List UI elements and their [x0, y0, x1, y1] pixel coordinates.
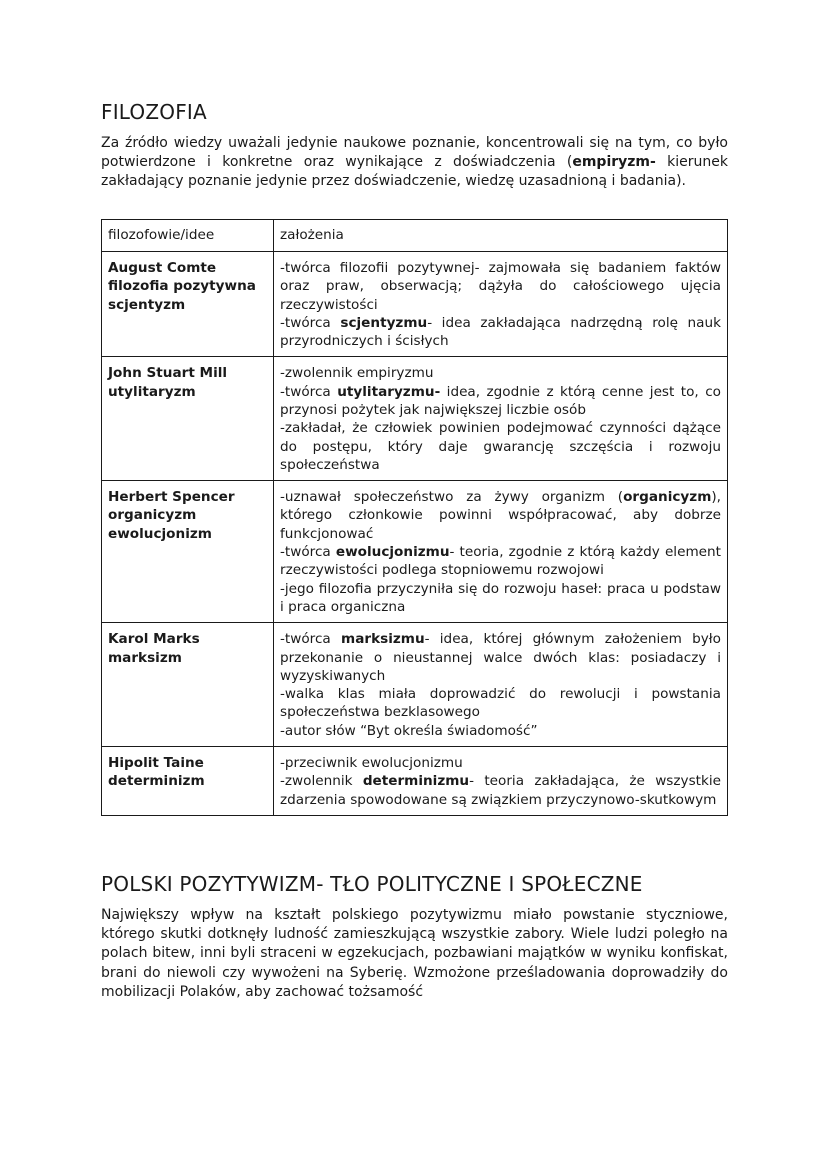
- section-title-polish-positivism: POLSKI POZYTYWIZM- TŁO POLITYCZNE I SPOŁECZNE: [101, 871, 643, 896]
- philosopher-cell: [102, 481, 274, 623]
- table-row: [102, 251, 728, 356]
- philosophy-idea: ewolucjonizm: [108, 525, 212, 542]
- intro-paragraph: [101, 134, 728, 192]
- assumption-line: -uznawał społeczeństwo za żywy organizm (organicyzm), którego członkowie powinni współpracować, aby dobrze funkcjonować: [280, 489, 721, 542]
- header-assumptions: założenia: [274, 219, 728, 251]
- assumption-line: -jego filozofia przyczyniła się do rozwoju haseł: praca u podstaw i praca organiczna: [280, 580, 721, 615]
- assumption-line: -przeciwnik ewolucjonizmu: [280, 755, 463, 772]
- assumption-line: -walka klas miała doprowadzić do rewolucji i powstania społeczeństwa bezklasowego: [280, 686, 721, 721]
- philosopher-name: August Comte: [108, 259, 217, 276]
- assumption-line: -twórca utylitaryzmu- idea, zgodnie z którą cenne jest to, co przynosi pożytek jak największej liczbie osób: [280, 383, 721, 418]
- assumptions-cell: [274, 251, 728, 356]
- philosopher-name: Herbert Spencer: [108, 489, 235, 506]
- philosophy-idea: utylitaryzm: [108, 383, 196, 400]
- positivism-paragraph: Największy wpływ na kształt polskiego pozytywizmu miało powstanie styczniowe, którego skutki dotknęły ludność zamieszkującą wszystkie zabory. Wiele ludzi poległo na polach bitew, inni byli straceni w egzekucjach, pozbawiani majątków w wyniku konfiskat, brani do niewoli czy wywożeni na Syberię. Wzmożone prześladowania doprowadziły do mobilizacji Polaków, aby zachować tożsamość: [101, 906, 728, 1000]
- table-row: [102, 623, 728, 747]
- philosopher-name: Hipolit Taine: [108, 755, 204, 772]
- philosopher-cell: [102, 357, 274, 481]
- philosophy-idea: scjentyzm: [108, 296, 186, 313]
- philosopher-name: John Stuart Mill: [108, 365, 228, 382]
- philosopher-name: Karol Marks: [108, 631, 200, 648]
- assumptions-cell: [274, 623, 728, 747]
- philosopher-cell: [102, 623, 274, 747]
- assumption-line: -twórca filozofii pozytywnej- zajmowała się badaniem faktów oraz praw, obserwacją; dążyła do całościowego ujęcia rzeczywistości: [280, 259, 721, 313]
- assumption-line: -zwolennik empiryzmu: [280, 365, 434, 382]
- assumptions-cell: [274, 357, 728, 481]
- intro-text-start: Za źródło wiedzy uważali jedynie naukowe poznanie, koncentrowali się na tym, co było potwierdzone i konkretne oraz wynikające z doświadczenia (: [101, 135, 728, 171]
- intro-term-empiryzm: empiryzm-: [572, 154, 656, 171]
- assumption-line: -zakładał, że człowiek powinien podejmować czynności dążące do postępu, który daje gwarancję szczęścia i rozwoju społeczeństwa: [280, 420, 721, 473]
- assumption-line: -autor słów “Byt określa świadomość”: [280, 722, 538, 739]
- section-title-filozofia: FILOZOFIA: [101, 100, 207, 124]
- assumptions-cell: [274, 747, 728, 816]
- table-row: [102, 357, 728, 481]
- philosophy-idea: organicyzm: [108, 507, 197, 524]
- header-philosophers: filozofowie/idee: [102, 219, 274, 251]
- assumption-line: -zwolennik determinizmu- teoria zakładająca, że wszystkie zdarzenia spowodowane są związkiem przyczynowo-skutkowym: [280, 773, 721, 808]
- intro-text-end: kierunek zakładający poznanie jedynie przez doświadczenie, wiedzę uzasadnioną i badania).: [101, 154, 728, 190]
- philosophy-idea: determinizm: [108, 773, 205, 790]
- assumption-line: -twórca scjentyzmu- idea zakładająca nadrzędną rolę nauk przyrodniczych i ścisłych: [280, 314, 721, 350]
- assumptions-cell: [274, 481, 728, 623]
- table-header-row: [102, 219, 728, 251]
- philosopher-cell: [102, 747, 274, 816]
- document-page: [101, 100, 728, 1002]
- philosophers-table: [101, 219, 728, 816]
- table-row: [102, 747, 728, 816]
- philosophy-idea: marksizm: [108, 649, 182, 666]
- philosopher-cell: [102, 251, 274, 356]
- assumption-line: -twórca marksizmu- idea, której głównym założeniem było przekonanie o nieustannej walce dwóch klas: posiadaczy i wyzyskiwanych: [280, 631, 721, 684]
- philosophy-idea: filozofia pozytywna: [108, 278, 256, 295]
- table-row: [102, 481, 728, 623]
- assumption-line: -twórca ewolucjonizmu- teoria, zgodnie z którą każdy element rzeczywistości podlega stopniowemu rozwojowi: [280, 544, 721, 579]
